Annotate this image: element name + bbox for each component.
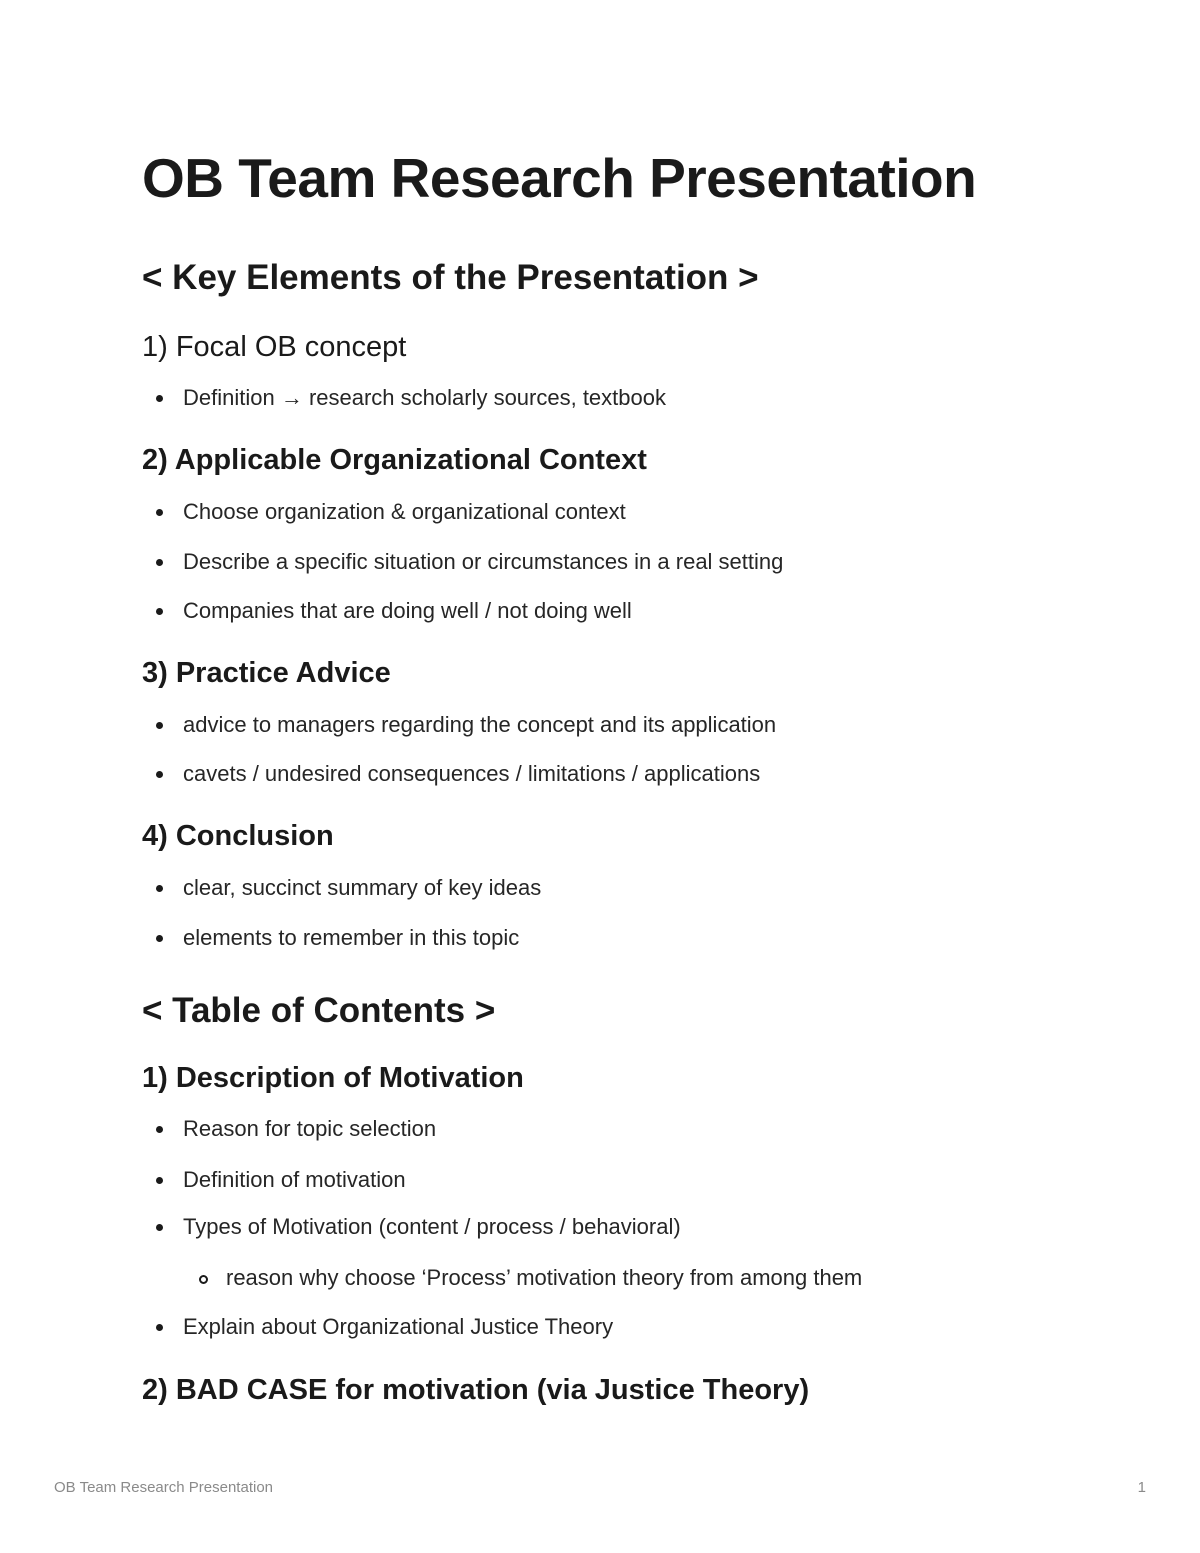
bullet-dot-icon xyxy=(156,1224,163,1231)
section-heading-motivation: 1) Description of Motivation xyxy=(142,1062,524,1094)
bullet-dot-icon xyxy=(156,935,163,942)
list-item-text: Companies that are doing well / not doing well xyxy=(183,598,632,623)
footer-page-number: 1 xyxy=(1137,1479,1146,1496)
bullet-dot-icon xyxy=(156,1126,163,1133)
list-item-text: Reason for topic selection xyxy=(183,1116,437,1141)
key-elements-heading: < Key Elements of the Presentation > xyxy=(142,258,759,297)
bullet-dot-icon xyxy=(156,885,163,892)
section-heading-bad-case: 2) BAD CASE for motivation (via Justice Theory) xyxy=(142,1374,810,1406)
list-item-text: Describe a specific situation or circumstances in a real setting xyxy=(183,549,784,574)
section-heading-practice-advice: 3) Practice Advice xyxy=(142,657,391,689)
list-item-text: Types of Motivation (content / process / behavioral) xyxy=(183,1214,681,1239)
list-item-text: Definition → research scholarly sources, textbook xyxy=(183,385,666,410)
section-heading-focal-concept: 1) Focal OB concept xyxy=(142,331,407,363)
list-item-text: cavets / undesired consequences / limitations / applications xyxy=(183,761,761,786)
bullet-dot-icon xyxy=(156,1177,163,1184)
bullet-dot-icon xyxy=(156,1324,163,1331)
list-item-text: advice to managers regarding the concept and its application xyxy=(183,712,777,737)
list-item-text: Choose organization & organizational context xyxy=(183,499,626,524)
bullet-dot-icon xyxy=(156,509,163,516)
bullet-dot-icon xyxy=(156,395,163,402)
list-item-text: elements to remember in this topic xyxy=(183,925,520,950)
bullet-dot-icon xyxy=(156,559,163,566)
bullet-dot-icon xyxy=(156,771,163,778)
list-item-text: reason why choose ‘Process’ motivation theory from among them xyxy=(226,1265,863,1290)
list-item-text: clear, succinct summary of key ideas xyxy=(183,875,542,900)
footer-doc-name: OB Team Research Presentation xyxy=(54,1479,274,1496)
list-item-text: Definition of motivation xyxy=(183,1167,406,1192)
list-item-text: Explain about Organizational Justice Theory xyxy=(183,1314,614,1339)
page-title: OB Team Research Presentation xyxy=(142,147,977,209)
bullet-dot-icon xyxy=(156,608,163,615)
bullet-dot-icon xyxy=(156,722,163,729)
toc-heading: < Table of Contents > xyxy=(142,991,496,1030)
bullet-circle-icon xyxy=(199,1275,208,1284)
section-heading-conclusion: 4) Conclusion xyxy=(142,820,334,852)
section-heading-org-context: 2) Applicable Organizational Context xyxy=(142,444,647,476)
